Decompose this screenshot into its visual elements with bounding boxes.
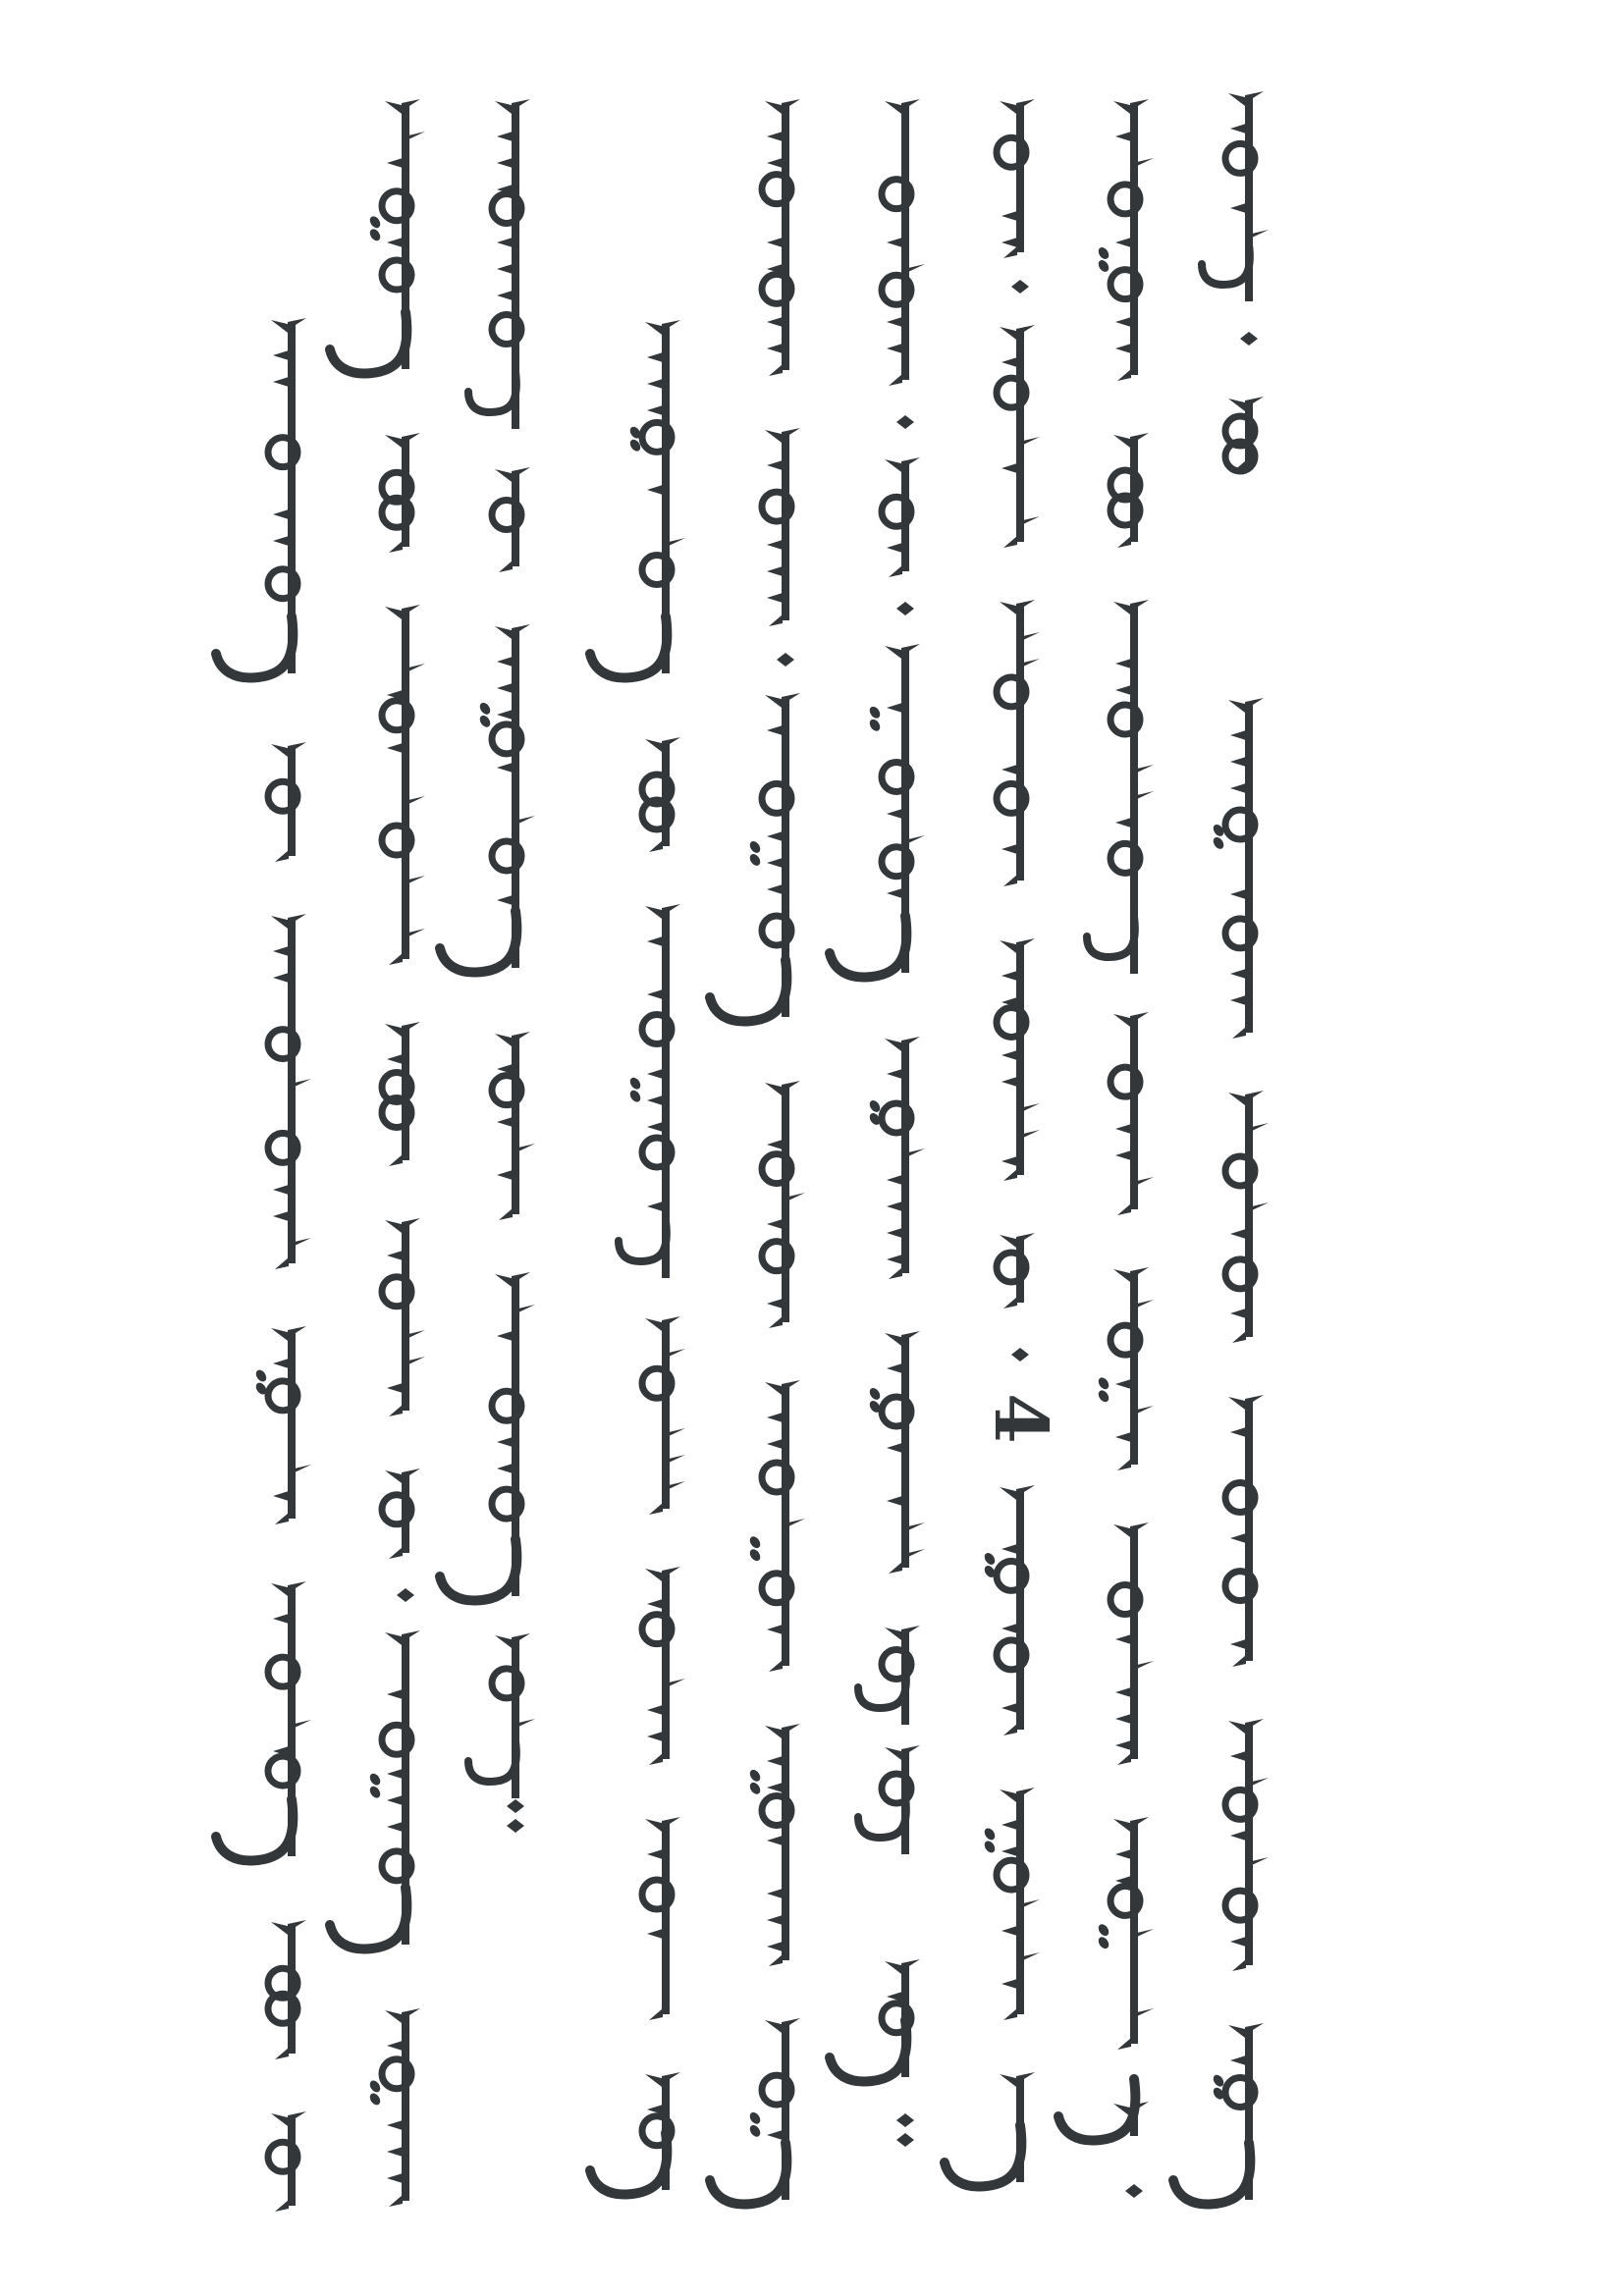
mongolian-word (997, 1233, 1035, 1308)
mongolian-word (382, 1218, 425, 1416)
mongolian-word (468, 99, 530, 429)
mongolian-word (868, 1037, 925, 1279)
mongolian-word (762, 428, 800, 626)
mongolian-word (1225, 1719, 1269, 1971)
mongolian-word (216, 318, 306, 678)
mongolian-word (830, 644, 925, 978)
full-stop-dot (896, 2113, 914, 2127)
mongolian-word (858, 1626, 920, 1725)
mongolian-comma-mark (1240, 332, 1258, 346)
digit-4: 4 (978, 1393, 1062, 1444)
mongolian-word (382, 1022, 420, 1166)
mongolian-word (1110, 433, 1149, 548)
mongolian-word (268, 1920, 306, 2059)
mongolian-word (492, 1032, 535, 1220)
mongolian-word (748, 1380, 805, 1672)
mongolian-word (440, 1272, 535, 1601)
mongolian-word (748, 1724, 800, 1966)
text-column-4 (590, 320, 685, 2195)
text-column-3 (440, 99, 535, 1833)
mongolian-word (997, 99, 1035, 258)
mongolian-comma-mark (397, 1588, 414, 1602)
mongolian-word (1087, 600, 1154, 974)
mongolian-comma-mark (777, 653, 794, 667)
mongolian-word (1058, 2079, 1149, 2141)
mongolian-word (1173, 2023, 1264, 2205)
mongolian-word (983, 1788, 1040, 2020)
full-stop-dot (896, 2133, 914, 2147)
text-column-8 (1058, 99, 1154, 2198)
mongolian-word (1097, 1817, 1154, 2050)
mongolian-word (382, 433, 420, 553)
mongolian-comma-mark (1125, 2184, 1143, 2198)
mongolian-word (642, 1817, 680, 2020)
mongolian-word (1110, 1012, 1154, 1215)
text-column-2 (330, 99, 425, 2207)
mongolian-word (330, 99, 425, 374)
mongolian-word (997, 938, 1040, 1181)
mongolian-word (1225, 1395, 1264, 1667)
mongolian-word (1225, 1091, 1269, 1343)
mongolian-word (590, 320, 685, 678)
mongolian-word (468, 1633, 535, 1798)
mongolian-word (268, 914, 311, 1269)
mongolian-word (762, 1081, 805, 1328)
mongolian-word (216, 1581, 311, 1861)
text-column-5 (710, 99, 805, 2205)
mongolian-word (382, 1468, 420, 1559)
text-column-9 (1173, 91, 1269, 2205)
mongolian-word (1110, 1522, 1154, 1765)
mongolian-word (1097, 1267, 1154, 1470)
mongolian-word (492, 467, 530, 572)
mongolian-word (440, 624, 535, 973)
mongolian-full-stop-mark (896, 2113, 914, 2147)
mongolian-comma-mark (1011, 280, 1029, 294)
mongolian-word (997, 325, 1040, 548)
text-column-6 (830, 99, 925, 2147)
mongolian-comma-mark (1011, 1348, 1029, 1362)
mongolian-word (642, 737, 680, 852)
mongolian-word (710, 2018, 800, 2205)
mongolian-word (997, 600, 1040, 886)
mongolian-word (983, 1485, 1035, 1735)
mongolian-word (254, 1326, 311, 1524)
text-column-1 (216, 318, 311, 2212)
mongolian-word (642, 1567, 685, 1765)
mongolian-word (268, 742, 306, 862)
mongolian-word (858, 1745, 920, 1854)
mongolian-word (368, 2008, 420, 2207)
mongolian-word (945, 2072, 1035, 2187)
mongolian-word (1225, 397, 1264, 472)
mongolian-word (382, 605, 425, 965)
mongolian-word (268, 2111, 306, 2212)
mongolian-word (1212, 698, 1264, 1039)
mongolian-word (1202, 91, 1269, 301)
mongolian-word (710, 693, 800, 1022)
mongolian-word (882, 99, 925, 386)
mongolian-word (868, 1331, 925, 1574)
mongolian-comma-mark (896, 415, 914, 429)
mongolian-word (1097, 99, 1154, 381)
mongolian-word (590, 2072, 680, 2195)
full-stop-dot (507, 1819, 524, 1833)
text-column-7 (945, 99, 1062, 2187)
mongolian-full-stop-mark (507, 1799, 524, 1833)
mongolian-comma-mark (896, 602, 914, 615)
mongolian-word (619, 904, 680, 1278)
full-stop-dot (507, 1799, 524, 1813)
mongolian-word (882, 457, 920, 577)
mongolian-word (830, 1959, 920, 2082)
mongolian-word (330, 1630, 420, 1949)
mongolian-word (642, 1316, 685, 1515)
mongolian-word (762, 99, 800, 376)
